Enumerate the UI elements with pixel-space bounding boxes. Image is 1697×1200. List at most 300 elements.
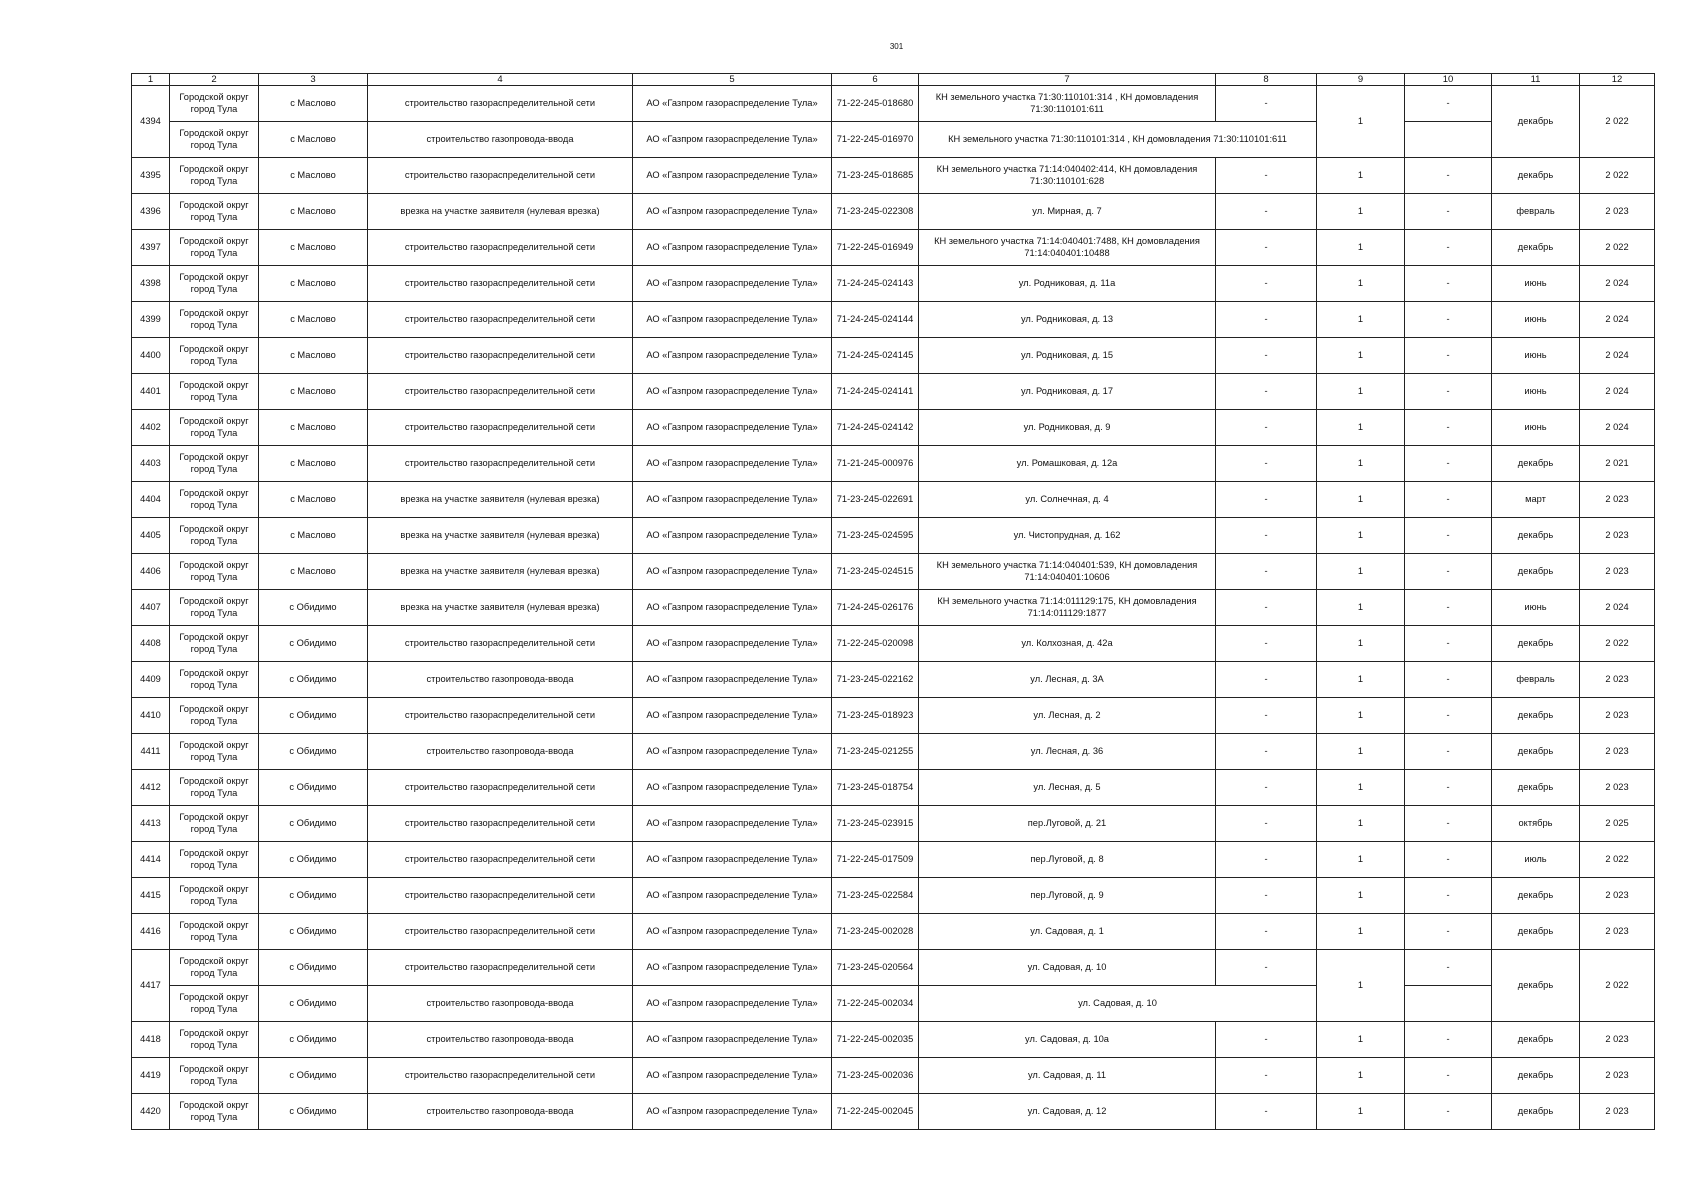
quantity-cell: 1 [1317,194,1405,230]
quantity-cell: 1 [1317,878,1405,914]
district-cell: Городской округ город Тула [170,950,259,986]
district-cell: Городской округ город Тула [170,878,259,914]
application-code-cell: 71-24-245-024142 [832,410,919,446]
table-body [132,74,1655,1130]
work-type-cell: строительство газораспределительной сети [368,302,633,338]
row-number-cell: 4400 [132,338,170,374]
district-cell: Городской округ город Тула [170,302,259,338]
row-number-cell: 4411 [132,734,170,770]
district-cell: Городской округ город Тула [170,806,259,842]
table-row [132,1022,1655,1058]
application-code-cell: 71-22-245-002035 [832,1022,919,1058]
organization-cell: АО «Газпром газораспределение Тула» [633,626,832,662]
district-cell: Городской округ город Тула [170,590,259,626]
month-cell: декабрь [1492,86,1580,158]
year-cell: 2 023 [1580,1094,1655,1130]
row-number-cell: 4396 [132,194,170,230]
table-row [132,770,1655,806]
month-cell: июнь [1492,302,1580,338]
table-row [132,446,1655,482]
application-code-cell: 71-23-245-022308 [832,194,919,230]
application-code-cell: 71-24-245-024144 [832,302,919,338]
organization-cell: АО «Газпром газораспределение Тула» [633,518,832,554]
work-type-cell: строительство газораспределительной сети [368,338,633,374]
month-cell: декабрь [1492,158,1580,194]
row-number-cell: 4405 [132,518,170,554]
col10-cell: - [1405,1058,1492,1094]
settlement-cell: с Обидимо [259,734,368,770]
district-cell: Городской округ город Тула [170,842,259,878]
address-cell: ул. Лесная, д. 5 [919,770,1216,806]
settlement-cell: с Маслово [259,158,368,194]
quantity-cell: 1 [1317,86,1405,158]
organization-cell: АО «Газпром газораспределение Тула» [633,878,832,914]
settlement-cell: с Обидимо [259,626,368,662]
quantity-cell: 1 [1317,914,1405,950]
work-type-cell: строительство газопровода-ввода [368,1094,633,1130]
col8-cell: - [1216,482,1317,518]
table-row [132,806,1655,842]
address-cell: пер.Луговой, д. 8 [919,842,1216,878]
quantity-cell: 1 [1317,158,1405,194]
table-row [132,518,1655,554]
application-code-cell: 71-22-245-002034 [832,986,919,1022]
work-type-cell: строительство газораспределительной сети [368,914,633,950]
column-header: 2 [170,74,259,86]
work-type-cell: строительство газораспределительной сети [368,374,633,410]
year-cell: 2 023 [1580,194,1655,230]
row-number-cell: 4415 [132,878,170,914]
row-number-cell: 4414 [132,842,170,878]
year-cell: 2 022 [1580,230,1655,266]
district-cell: Городской округ город Тула [170,626,259,662]
table-row [132,554,1655,590]
col10-cell: - [1405,626,1492,662]
col8-cell: - [1216,662,1317,698]
month-cell: декабрь [1492,518,1580,554]
application-code-cell: 71-23-245-002036 [832,1058,919,1094]
district-cell: Городской округ город Тула [170,1094,259,1130]
column-header: 1 [132,74,170,86]
col10-cell: - [1405,194,1492,230]
quantity-cell: 1 [1317,626,1405,662]
header-row [132,74,1655,86]
col8-cell: - [1216,698,1317,734]
district-cell: Городской округ город Тула [170,338,259,374]
organization-cell: АО «Газпром газораспределение Тула» [633,194,832,230]
year-cell: 2 022 [1580,950,1655,1022]
settlement-cell: с Обидимо [259,662,368,698]
quantity-cell: 1 [1317,338,1405,374]
district-cell: Городской округ город Тула [170,1022,259,1058]
row-number-cell: 4413 [132,806,170,842]
organization-cell: АО «Газпром газораспределение Тула» [633,122,832,158]
application-code-cell: 71-22-245-017509 [832,842,919,878]
settlement-cell: с Маслово [259,518,368,554]
quantity-cell: 1 [1317,446,1405,482]
settlement-cell: с Маслово [259,122,368,158]
settlement-cell: с Маслово [259,86,368,122]
settlement-cell: с Маслово [259,554,368,590]
table-row [132,842,1655,878]
col10-cell: - [1405,374,1492,410]
col8-cell: - [1216,1058,1317,1094]
quantity-cell: 1 [1317,482,1405,518]
month-cell: февраль [1492,194,1580,230]
column-header: 7 [919,74,1216,86]
column-header: 6 [832,74,919,86]
settlement-cell: с Обидимо [259,770,368,806]
address-cell: пер.Луговой, д. 21 [919,806,1216,842]
col8-cell: - [1216,590,1317,626]
col8-cell: - [1216,374,1317,410]
table-row [132,1058,1655,1094]
year-cell: 2 024 [1580,302,1655,338]
month-cell: декабрь [1492,1058,1580,1094]
work-type-cell: врезка на участке заявителя (нулевая врезка) [368,554,633,590]
application-code-cell: 71-22-245-020098 [832,626,919,662]
settlement-cell: с Маслово [259,374,368,410]
application-code-cell: 71-23-245-020564 [832,950,919,986]
year-cell: 2 022 [1580,86,1655,158]
month-cell: декабрь [1492,626,1580,662]
application-code-cell: 71-22-245-016949 [832,230,919,266]
organization-cell: АО «Газпром газораспределение Тула» [633,1022,832,1058]
address-cell: ул. Колхозная, д. 42а [919,626,1216,662]
col8-cell: - [1216,302,1317,338]
row-number-cell: 4401 [132,374,170,410]
quantity-cell: 1 [1317,1022,1405,1058]
organization-cell: АО «Газпром газораспределение Тула» [633,1094,832,1130]
col10-cell: - [1405,842,1492,878]
table-row [132,878,1655,914]
row-number-cell: 4406 [132,554,170,590]
quantity-cell: 1 [1317,302,1405,338]
application-code-cell: 71-23-245-023915 [832,806,919,842]
organization-cell: АО «Газпром газораспределение Тула» [633,302,832,338]
col10-cell: - [1405,554,1492,590]
table-row [132,158,1655,194]
address-cell: ул. Лесная, д. 36 [919,734,1216,770]
col10-cell: - [1405,590,1492,626]
work-type-cell: строительство газораспределительной сети [368,878,633,914]
district-cell: Городской округ город Тула [170,266,259,302]
table-row [132,374,1655,410]
district-cell: Городской округ город Тула [170,122,259,158]
settlement-cell: с Маслово [259,482,368,518]
address-cell: ул. Родниковая, д. 17 [919,374,1216,410]
application-code-cell: 71-22-245-002045 [832,1094,919,1130]
month-cell: декабрь [1492,554,1580,590]
month-cell: июнь [1492,374,1580,410]
row-number-cell: 4419 [132,1058,170,1094]
col8-cell: - [1216,518,1317,554]
row-number-cell: 4403 [132,446,170,482]
address-cell: ул. Садовая, д. 1 [919,914,1216,950]
organization-cell: АО «Газпром газораспределение Тула» [633,806,832,842]
month-cell: март [1492,482,1580,518]
col8-cell: - [1216,554,1317,590]
table-row [132,986,1655,1022]
organization-cell: АО «Газпром газораспределение Тула» [633,158,832,194]
col10-cell: - [1405,878,1492,914]
col8-cell: - [1216,194,1317,230]
col8-cell: - [1216,770,1317,806]
application-code-cell: 71-22-245-016970 [832,122,919,158]
quantity-cell: 1 [1317,734,1405,770]
address-cell: ул. Садовая, д. 12 [919,1094,1216,1130]
settlement-cell: с Обидимо [259,1058,368,1094]
year-cell: 2 023 [1580,518,1655,554]
address-cell: ул. Родниковая, д. 15 [919,338,1216,374]
work-type-cell: строительство газораспределительной сети [368,1058,633,1094]
application-code-cell: 71-23-245-022584 [832,878,919,914]
quantity-cell: 1 [1317,842,1405,878]
district-cell: Городской округ город Тула [170,1058,259,1094]
organization-cell: АО «Газпром газораспределение Тула» [633,662,832,698]
col8-cell: - [1216,806,1317,842]
application-code-cell: 71-21-245-000976 [832,446,919,482]
organization-cell: АО «Газпром газораспределение Тула» [633,698,832,734]
district-cell: Городской округ город Тула [170,86,259,122]
work-type-cell: строительство газораспределительной сети [368,446,633,482]
col10-cell: - [1405,770,1492,806]
table-row [132,230,1655,266]
application-code-cell: 71-23-245-018754 [832,770,919,806]
row-number-cell: 4402 [132,410,170,446]
year-cell: 2 023 [1580,698,1655,734]
work-type-cell: строительство газопровода-ввода [368,986,633,1022]
col8-cell: - [1216,266,1317,302]
organization-cell: АО «Газпром газораспределение Тула» [633,770,832,806]
table-row [132,662,1655,698]
table-row [132,338,1655,374]
settlement-cell: с Маслово [259,266,368,302]
row-number-cell: 4398 [132,266,170,302]
settlement-cell: с Маслово [259,194,368,230]
month-cell: июль [1492,842,1580,878]
col10-cell: - [1405,266,1492,302]
month-cell: июнь [1492,410,1580,446]
work-type-cell: врезка на участке заявителя (нулевая врезка) [368,194,633,230]
address-cell: пер.Луговой, д. 9 [919,878,1216,914]
address-cell: ул. Садовая, д. 10а [919,1022,1216,1058]
settlement-cell: с Обидимо [259,878,368,914]
organization-cell: АО «Газпром газораспределение Тула» [633,338,832,374]
work-type-cell: строительство газораспределительной сети [368,86,633,122]
row-number-cell: 4399 [132,302,170,338]
quantity-cell: 1 [1317,662,1405,698]
district-cell: Городской округ город Тула [170,914,259,950]
month-cell: декабрь [1492,914,1580,950]
application-code-cell: 71-24-245-024143 [832,266,919,302]
quantity-cell: 1 [1317,554,1405,590]
district-cell: Городской округ город Тула [170,158,259,194]
quantity-cell: 1 [1317,1058,1405,1094]
application-code-cell: 71-23-245-002028 [832,914,919,950]
col10-cell: - [1405,806,1492,842]
organization-cell: АО «Газпром газораспределение Тула» [633,1058,832,1094]
col10-cell: - [1405,698,1492,734]
col8-cell: - [1216,914,1317,950]
settlement-cell: с Обидимо [259,698,368,734]
quantity-cell: 1 [1317,374,1405,410]
address-cell: КН земельного участка 71:14:040401:539, КН домовладения 71:14:040401:10606 [919,554,1216,590]
organization-cell: АО «Газпром газораспределение Тула» [633,950,832,986]
application-code-cell: 71-23-245-018923 [832,698,919,734]
work-type-cell: строительство газораспределительной сети [368,626,633,662]
work-type-cell: строительство газопровода-ввода [368,1022,633,1058]
settlement-cell: с Маслово [259,410,368,446]
table-row [132,698,1655,734]
address-cell: ул. Солнечная, д. 4 [919,482,1216,518]
table-row [132,194,1655,230]
settlement-cell: с Маслово [259,302,368,338]
organization-cell: АО «Газпром газораспределение Тула» [633,266,832,302]
quantity-cell: 1 [1317,770,1405,806]
settlement-cell: с Маслово [259,338,368,374]
organization-cell: АО «Газпром газораспределение Тула» [633,914,832,950]
quantity-cell: 1 [1317,806,1405,842]
table-row [132,914,1655,950]
application-code-cell: 71-23-245-022691 [832,482,919,518]
district-cell: Городской округ город Тула [170,770,259,806]
district-cell: Городской округ город Тула [170,734,259,770]
address-cell: ул. Родниковая, д. 11а [919,266,1216,302]
col8-cell: - [1216,410,1317,446]
month-cell: декабрь [1492,950,1580,1022]
month-cell: декабрь [1492,734,1580,770]
settlement-cell: с Обидимо [259,806,368,842]
table-row [132,590,1655,626]
table-row [132,482,1655,518]
col8-cell: - [1216,1094,1317,1130]
address-cell: ул. Ромашковая, д. 12а [919,446,1216,482]
settlement-cell: с Маслово [259,230,368,266]
table-row [132,1094,1655,1130]
district-cell: Городской округ город Тула [170,986,259,1022]
address-cell: ул. Садовая, д. 10 [919,950,1216,986]
work-type-cell: врезка на участке заявителя (нулевая врезка) [368,590,633,626]
address-cell: ул. Лесная, д. 2 [919,698,1216,734]
settlement-cell: с Обидимо [259,914,368,950]
row-number-cell: 4409 [132,662,170,698]
address-cell: КН земельного участка 71:14:011129:175, КН домовладения 71:14:011129:1877 [919,590,1216,626]
year-cell: 2 023 [1580,878,1655,914]
year-cell: 2 023 [1580,1058,1655,1094]
month-cell: декабрь [1492,1022,1580,1058]
district-cell: Городской округ город Тула [170,554,259,590]
col8-cell: - [1216,86,1317,122]
year-cell: 2 025 [1580,806,1655,842]
address-cell: ул. Родниковая, д. 9 [919,410,1216,446]
district-cell: Городской округ город Тула [170,410,259,446]
year-cell: 2 022 [1580,842,1655,878]
application-code-cell: 71-23-245-021255 [832,734,919,770]
table-row [132,86,1655,122]
work-type-cell: строительство газораспределительной сети [368,266,633,302]
year-cell: 2 022 [1580,158,1655,194]
organization-cell: АО «Газпром газораспределение Тула» [633,986,832,1022]
col10-cell: - [1405,158,1492,194]
year-cell: 2 022 [1580,626,1655,662]
row-number-cell: 4412 [132,770,170,806]
work-type-cell: строительство газораспределительной сети [368,698,633,734]
work-type-cell: строительство газопровода-ввода [368,122,633,158]
col10-cell: - [1405,338,1492,374]
month-cell: декабрь [1492,878,1580,914]
year-cell: 2 024 [1580,410,1655,446]
quantity-cell: 1 [1317,230,1405,266]
work-type-cell: строительство газораспределительной сети [368,806,633,842]
quantity-cell: 1 [1317,518,1405,554]
quantity-cell: 1 [1317,698,1405,734]
work-type-cell: строительство газопровода-ввода [368,734,633,770]
organization-cell: АО «Газпром газораспределение Тула» [633,230,832,266]
col10-cell: - [1405,662,1492,698]
year-cell: 2 023 [1580,554,1655,590]
quantity-cell: 1 [1317,950,1405,1022]
address-cell: ул. Мирная, д. 7 [919,194,1216,230]
year-cell: 2 024 [1580,590,1655,626]
district-cell: Городской округ город Тула [170,194,259,230]
organization-cell: АО «Газпром газораспределение Тула» [633,842,832,878]
work-type-cell: строительство газораспределительной сети [368,230,633,266]
column-header: 12 [1580,74,1655,86]
column-header: 11 [1492,74,1580,86]
column-header: 4 [368,74,633,86]
year-cell: 2 024 [1580,338,1655,374]
table-row [132,734,1655,770]
row-number-cell: 4416 [132,914,170,950]
work-type-cell: строительство газораспределительной сети [368,158,633,194]
col10-cell: - [1405,410,1492,446]
col10-cell: - [1405,86,1492,122]
column-header: 5 [633,74,832,86]
col10-cell: - [1405,1022,1492,1058]
application-code-cell: 71-23-245-024515 [832,554,919,590]
year-cell: 2 023 [1580,482,1655,518]
col8-cell: - [1216,734,1317,770]
row-number-cell: 4407 [132,590,170,626]
district-cell: Городской округ город Тула [170,482,259,518]
address-cell: ул. Садовая, д. 11 [919,1058,1216,1094]
address-cell: КН земельного участка 71:14:040402:414, КН домовладения 71:30:110101:628 [919,158,1216,194]
column-header: 9 [1317,74,1405,86]
address-cell: КН земельного участка 71:30:110101:314 , КН домовладения 71:30:110101:611 [919,86,1216,122]
year-cell: 2 021 [1580,446,1655,482]
organization-cell: АО «Газпром газораспределение Тула» [633,734,832,770]
month-cell: декабрь [1492,770,1580,806]
table-row [132,266,1655,302]
row-number-cell: 4404 [132,482,170,518]
quantity-cell: 1 [1317,266,1405,302]
settlement-cell: с Обидимо [259,1094,368,1130]
col8-cell: - [1216,230,1317,266]
col10-cell: - [1405,482,1492,518]
work-type-cell: строительство газопровода-ввода [368,662,633,698]
col8-cell: - [1216,878,1317,914]
col10-cell: - [1405,230,1492,266]
application-code-cell: 71-24-245-026176 [832,590,919,626]
col8-cell: - [1216,1022,1317,1058]
row-number-cell: 4410 [132,698,170,734]
organization-cell: АО «Газпром газораспределение Тула» [633,374,832,410]
address-cell: ул. Лесная, д. 3А [919,662,1216,698]
row-number-cell: 4408 [132,626,170,662]
organization-cell: АО «Газпром газораспределение Тула» [633,590,832,626]
table-row [132,410,1655,446]
